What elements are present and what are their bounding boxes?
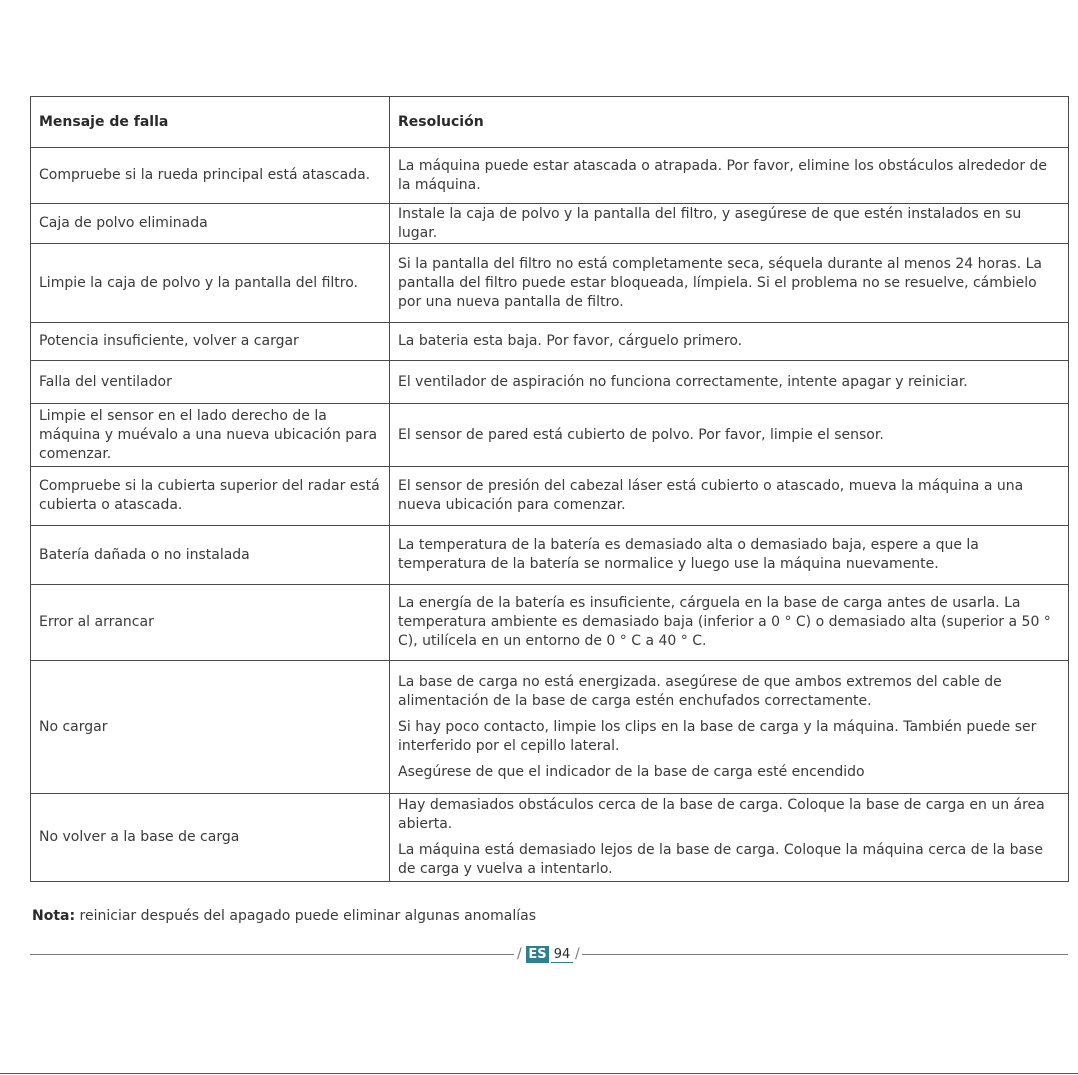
fault-message: No cargar — [31, 661, 390, 794]
table-row — [31, 467, 1069, 526]
note-text: reiniciar después del apagado puede eliminar algunas anomalías — [75, 908, 536, 924]
language-badge: ES — [526, 946, 549, 963]
table-row — [31, 794, 1069, 882]
resolution-cell — [390, 323, 1069, 361]
note-label: Nota: — [32, 908, 76, 924]
fault-message: Error al arrancar — [31, 585, 390, 661]
fault-message: Compruebe si la cubierta superior del radar está cubierta o atascada. — [31, 467, 390, 526]
resolution-cell — [390, 661, 1069, 794]
footer-rule-right — [582, 954, 1068, 955]
resolution-text: El ventilador de aspiración no funciona correctamente, intente apagar y reiniciar. — [398, 373, 968, 390]
resolution-text: La máquina puede estar atascada o atrapada. Por favor, elimine los obstáculos alrededor de la máquina. — [398, 157, 1048, 193]
table-row — [31, 361, 1069, 404]
fault-message: Potencia insuficiente, volver a cargar — [31, 323, 390, 361]
fault-column-header: Mensaje de falla — [31, 97, 390, 148]
fault-message: Batería dañada o no instalada — [31, 526, 390, 585]
resolution-cell — [390, 148, 1069, 204]
table-row — [31, 204, 1069, 244]
resolution-cell — [390, 794, 1069, 882]
resolution-cell — [390, 404, 1069, 467]
table-row — [31, 148, 1069, 204]
resolution-cell — [390, 585, 1069, 661]
page-bottom-edge — [0, 1073, 1078, 1074]
table-row — [31, 244, 1069, 323]
resolution-cell — [390, 204, 1069, 244]
table-row — [31, 323, 1069, 361]
fault-message: Limpie el sensor en el lado derecho de la máquina y muévalo a una nueva ubicación para comenzar. — [31, 404, 390, 467]
fault-message: Caja de polvo eliminada — [31, 204, 390, 244]
fault-message: Compruebe si la rueda principal está atascada. — [31, 148, 390, 204]
resolution-text: Si hay poco contacto, limpie los clips en la base de carga y la máquina. También puede ser interferido por el cepillo lateral. — [398, 718, 1037, 754]
footer-rule-left — [30, 954, 514, 955]
resolution-cell — [390, 526, 1069, 585]
resolution-column-header: Resolución — [390, 97, 1069, 148]
fault-message: No volver a la base de carga — [31, 794, 390, 882]
resolution-text: Si la pantalla del filtro no está completamente seca, séquela durante al menos 24 horas. La pantalla del filtro puede estar bloqueada, límpiela. Si el problema no se resuelve, cámbielo por una nueva pantalla de filtro. — [398, 255, 1042, 310]
page-number-slash-right: / — [575, 946, 580, 962]
troubleshooting-table — [30, 96, 1069, 882]
resolution-text: La energía de la batería es insuficiente, cárguela en la base de carga antes de usarla. La temperatura ambiente es demasiado baja (inferior a 0 ° C) o demasiado alta (superior a 50 ° C), utilícela en un entorno de 0 ° C a 40 ° C. — [398, 595, 1051, 649]
fault-message: Falla del ventilador — [31, 361, 390, 404]
resolution-cell — [390, 361, 1069, 404]
table-row — [31, 661, 1069, 794]
table-header-row — [31, 97, 1069, 148]
resolution-text: Asegúrese de que el indicador de la base de carga esté encendido — [398, 763, 865, 780]
fault-message: Limpie la caja de polvo y la pantalla del filtro. — [31, 244, 390, 323]
page-number-value: 94 — [551, 946, 573, 963]
page-number-slash-left: / — [517, 946, 522, 962]
table-row — [31, 585, 1069, 661]
resolution-text: El sensor de presión del cabezal láser está cubierto o atascado, mueva la máquina a una nueva ubicación para comenzar. — [398, 478, 1024, 513]
resolution-text: La base de carga no está energizada. asegúrese de que ambos extremos del cable de alimentación de la base de carga estén enchufados correctamente. — [398, 673, 1002, 709]
page-number — [517, 945, 579, 964]
note — [32, 908, 536, 924]
resolution-text: El sensor de pared está cubierto de polvo. Por favor, limpie el sensor. — [398, 426, 884, 443]
resolution-text: La máquina está demasiado lejos de la base de carga. Coloque la máquina cerca de la base de carga y vuelva a intentarlo. — [398, 842, 1043, 877]
table-row — [31, 526, 1069, 585]
resolution-text: La bateria esta baja. Por favor, cárguelo primero. — [398, 333, 743, 349]
resolution-text: La temperatura de la batería es demasiado alta o demasiado baja, espere a que la temperatura de la batería se normalice y luego use la máquina nuevamente. — [398, 537, 979, 572]
resolution-text: Instale la caja de polvo y la pantalla del filtro, y asegúrese de que estén instalados en su lugar. — [398, 205, 1022, 241]
resolution-cell — [390, 467, 1069, 526]
resolution-cell — [390, 244, 1069, 323]
table-row — [31, 404, 1069, 467]
resolution-text: Hay demasiados obstáculos cerca de la base de carga. Coloque la base de carga en un área abierta. — [398, 797, 1045, 832]
